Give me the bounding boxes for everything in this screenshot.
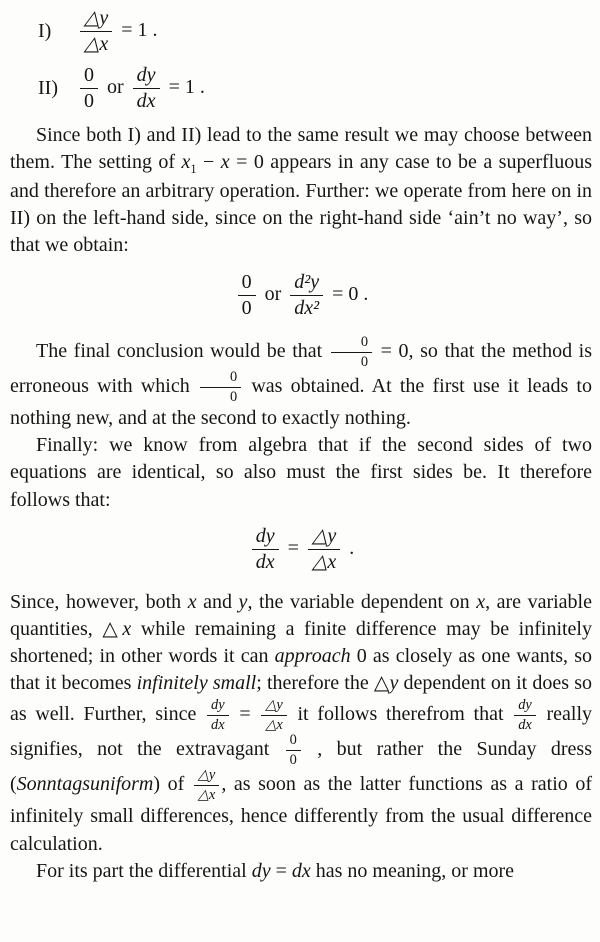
italic-text: x <box>220 151 230 174</box>
italic-text: x <box>122 618 132 641</box>
fraction-numerator: 0 <box>331 335 372 353</box>
equation-body: $\frac{0}{0}$ or $\frac{dy}{dx}$ = 1 . <box>76 65 205 112</box>
fraction <box>194 768 219 803</box>
italic-text: approach <box>274 645 351 668</box>
fraction-numerator: △y <box>308 526 340 550</box>
fraction-denominator: 0 <box>84 90 94 112</box>
fraction-denominator: dx² <box>294 296 320 319</box>
fraction-denominator: △x <box>84 33 109 55</box>
fraction <box>331 335 372 370</box>
fraction <box>133 65 160 112</box>
fraction-numerator: 0 <box>238 272 256 296</box>
equation-body: $\frac{\triangle y}{\triangle x}$ = 1 . <box>76 8 158 55</box>
fraction-numerator: dy <box>133 65 160 89</box>
fraction <box>80 65 98 112</box>
fraction-numerator: 0 <box>80 65 98 89</box>
fraction-numerator: dy <box>252 526 279 550</box>
paragraph: Since both I) and II) lead to the same result we may choose between them. The setting of $x_1 - x = 0$ appears in any case to be a superfluous and therefore an arbitrary operation. Further: we operate from here on in II) on the left-hand side, since on the right-hand side ‘ain’t no way’, so that we obtain: <box>10 124 593 257</box>
fraction <box>514 698 536 733</box>
fraction-numerator: △y <box>261 698 286 716</box>
fraction <box>200 370 241 405</box>
numbered-equation <box>38 65 592 112</box>
fraction-denominator: 0 <box>289 751 297 768</box>
fraction <box>261 698 286 733</box>
paragraph: For its part the differential dy = dx has no meaning, or more <box>36 859 515 882</box>
fraction <box>290 272 323 319</box>
fraction <box>207 698 229 733</box>
fraction <box>286 733 301 768</box>
italic-text: Sonntagsuniform <box>16 773 154 796</box>
fraction-denominator: △x <box>197 787 216 804</box>
paragraph: Finally: we know from algebra that if the second sides of two equations are identical, so also must the first sides be. It therefore follows that: <box>10 434 592 511</box>
italic-text: x <box>181 151 191 174</box>
fraction-numerator: 0 <box>200 370 241 388</box>
italic-text: x <box>187 590 197 613</box>
fraction-numerator: d²y <box>290 272 323 296</box>
fraction-denominator: 0 <box>229 388 238 405</box>
fraction <box>308 526 340 573</box>
fraction-numerator: 0 <box>286 733 301 751</box>
equation-label: II) <box>38 77 58 99</box>
paragraph: The final conclusion would be that $\frac{0}{0}$ = 0, so that the method is erroneous with which $\frac{0}{0}$ was obtained. At the first use it leads to nothing new, and at the second to exactly nothing. <box>10 333 592 430</box>
equation-label: I) <box>38 20 52 42</box>
italic-text: y <box>389 672 399 695</box>
fraction-numerator: dy <box>207 698 229 716</box>
fraction-denominator: dx <box>211 716 225 733</box>
fraction <box>80 8 112 55</box>
fraction-denominator: dx <box>255 550 275 573</box>
subscript-text: 1 <box>190 162 197 177</box>
italic-text: dx <box>291 859 311 882</box>
fraction-denominator: △x <box>311 550 337 573</box>
fraction-denominator: dx <box>136 90 156 112</box>
italic-text: dy <box>251 859 271 882</box>
fraction-denominator: 0 <box>360 353 369 370</box>
fraction-denominator: 0 <box>241 296 252 319</box>
fraction-denominator: △x <box>265 716 283 733</box>
display-equation: $\frac{0}{0}$ or $\frac{\text{d²y}}{\text{dx²}}$ = 0 . <box>10 272 592 319</box>
display-equation: $\frac{dy}{dx}$ = $\frac{\triangle y}{\triangle x}$ . <box>10 526 592 573</box>
italic-text: x <box>476 590 486 613</box>
fraction-denominator: dx <box>518 716 532 733</box>
fraction-numerator: △y <box>80 8 112 32</box>
italic-text: infinitely small <box>136 672 257 695</box>
numbered-equation <box>38 8 592 55</box>
fraction-numerator: dy <box>514 698 536 716</box>
fraction-numerator: △y <box>194 768 219 786</box>
fraction <box>252 526 279 573</box>
italic-text: y <box>238 590 248 613</box>
paragraph: Since, however, both x and y, the variable dependent on x, are variable quantities, △x while remaining a finite difference may be infinitely shortened; in other words it can approach 0 as closely as one wants, so that it becomes infinitely small; therefore the △y dependent on it does so as well. Further, since $\frac{dy}{dx}$ = $\frac{\triangle y}{\triangle x}$ it follows therefrom that $\frac{dy}{dx}$ really signifies, not the extravagant $\frac{0}{0}$ , but rather the Sunday dress (Sonntagsuniform) of $\frac{\triangle y}{\triangle x}$ , as soon as the latter functions as a ratio of infinitely small differences, hence differently from the usual difference calculation. <box>10 590 593 855</box>
fraction <box>238 272 256 319</box>
